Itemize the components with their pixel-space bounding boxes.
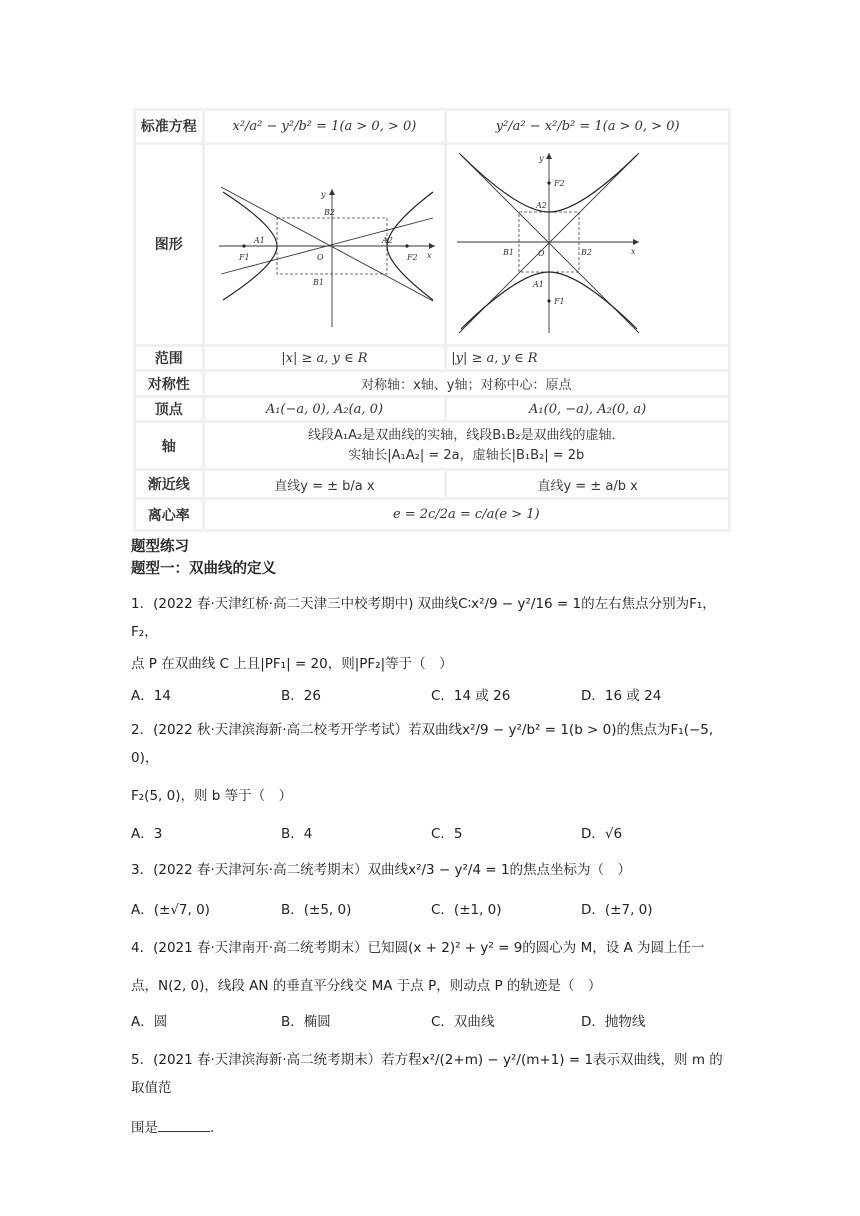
label-o: O xyxy=(317,253,324,263)
label-a1-v: A1 xyxy=(532,280,544,290)
question-5-line-1: 5．(2021 春·天津滨海新·高二统考期末）若方程x²/(2+m) − y²/(m+1) = 1表示双曲线，则 m 的取值范 xyxy=(131,1052,723,1096)
answer-blank[interactable] xyxy=(158,1117,210,1132)
range-vertical: |y| ≥ a, y ∈ R xyxy=(447,347,728,369)
option-b[interactable]: B．26 xyxy=(281,688,321,704)
section-title: 题型练习 xyxy=(131,539,189,555)
label-f1: F1 xyxy=(239,253,251,263)
label-a2-v: A2 xyxy=(535,201,547,211)
question-3-options xyxy=(131,898,731,922)
eccentricity-value: e = 2c/2a = c/a(e > 1) xyxy=(205,500,728,529)
label-f1-v: F1 xyxy=(553,297,565,307)
symmetry-value: 对称轴：x轴、y轴；对称中心：原点 xyxy=(205,372,728,394)
option-d[interactable]: D．(±7, 0) xyxy=(581,902,653,918)
question-2-line-2: F₂(5, 0)，则 b 等于（ ） xyxy=(131,788,293,804)
axis-line-1: 线段A₁A₂是双曲线的实轴，线段B₁B₂是双曲线的虚轴． xyxy=(308,427,625,443)
question-2 xyxy=(131,716,731,846)
horizontal-hyperbola-figure xyxy=(209,147,439,337)
label-y-v: y xyxy=(538,154,544,164)
label-a2: A2 xyxy=(382,236,394,246)
asymptote-horizontal: 直线y = ± b/a x xyxy=(205,471,445,497)
label-a1: A1 xyxy=(254,236,266,246)
option-c[interactable]: C．(±1, 0) xyxy=(431,902,502,918)
option-b[interactable]: B．(±5, 0) xyxy=(281,902,352,918)
exercise-section xyxy=(131,536,731,1142)
label-y: y xyxy=(321,190,326,200)
figure-horizontal xyxy=(205,145,445,345)
row-label-standard-eq: 标准方程 xyxy=(136,111,202,142)
option-a[interactable]: A．圆 xyxy=(131,1014,168,1030)
label-b2: B2 xyxy=(324,208,336,218)
question-5-line-2: 围是 ． xyxy=(131,1114,731,1142)
label-f2: F2 xyxy=(407,253,419,263)
option-b[interactable]: B．椭圆 xyxy=(281,1014,331,1030)
vertex-vertical: A₁(0, −a), A₂(0, a) xyxy=(447,398,728,420)
question-2-line-1: 2．(2022 秋·天津滨海新·高二校考开学考试）若双曲线x²/9 − y²/b² = 1(b > 0)的焦点为F₁(−5, 0)， xyxy=(131,722,714,766)
question-3 xyxy=(131,856,731,922)
question-2-options xyxy=(131,822,731,846)
properties-grid xyxy=(133,108,731,532)
question-1-line-2: 点 P 在双曲线 C 上且|PF₁| = 20，则|PF₂|等于（ ） xyxy=(131,656,453,672)
question-4 xyxy=(131,934,731,1034)
standard-eq-horizontal: x²/a² − y²/b² = 1(a > 0, > 0) xyxy=(205,111,445,142)
option-a[interactable]: A．(±√7, 0) xyxy=(131,902,210,918)
option-b[interactable]: B．4 xyxy=(281,826,313,842)
row-label-eccentricity: 离心率 xyxy=(136,500,202,529)
option-d[interactable]: D．√6 xyxy=(581,826,623,842)
question-5 xyxy=(131,1046,731,1142)
row-label-symmetry: 对称性 xyxy=(136,372,202,394)
option-c[interactable]: C．双曲线 xyxy=(431,1014,495,1030)
option-a[interactable]: A．3 xyxy=(131,826,163,842)
topic-title: 题型一：双曲线的定义 xyxy=(131,561,276,577)
question-3-line-1: 3．(2022 春·天津河东·高二统考期末）双曲线x²/3 − y²/4 = 1的焦点坐标为（ ） xyxy=(131,862,632,878)
label-f2-v: F2 xyxy=(553,179,565,189)
option-c[interactable]: C．5 xyxy=(431,826,463,842)
range-horizontal: |x| ≥ a, y ∈ R xyxy=(205,347,445,369)
label-b2-v: B2 xyxy=(580,248,592,258)
question-1-options xyxy=(131,684,731,708)
option-a[interactable]: A．14 xyxy=(131,688,171,704)
row-label-asymptote: 渐近线 xyxy=(136,471,202,497)
label-o-v: O xyxy=(537,249,545,259)
row-label-axis: 轴 xyxy=(136,423,202,468)
standard-eq-vertical: y²/a² − x²/b² = 1(a > 0, > 0) xyxy=(447,111,728,142)
question-4-options xyxy=(131,1010,731,1034)
row-label-figure: 图形 xyxy=(136,145,202,345)
option-c[interactable]: C．14 或 26 xyxy=(431,688,511,704)
option-d[interactable]: D．抛物线 xyxy=(581,1014,646,1030)
row-label-range: 范围 xyxy=(136,347,202,369)
question-4-line-2: 点，N(2, 0)，线段 AN 的垂直平分线交 MA 于点 P，则动点 P 的轨迹是（ ） xyxy=(131,978,602,994)
figure-vertical xyxy=(447,145,728,345)
label-x: x xyxy=(427,251,432,261)
vertical-hyperbola-figure xyxy=(453,147,723,337)
question-1 xyxy=(131,590,731,708)
label-x-v: x xyxy=(630,247,636,257)
question-1-line-1: 1．(2022 春·天津红桥·高二天津三中校考期中) 双曲线C∶x²/9 − y²/16 = 1的左右焦点分别为F₁，F₂， xyxy=(131,596,716,640)
label-b1-v: B1 xyxy=(502,248,514,258)
label-b1: B1 xyxy=(313,278,325,288)
hyperbola-properties-table xyxy=(133,108,731,532)
option-d[interactable]: D．16 或 24 xyxy=(581,688,662,704)
question-4-line-1: 4．(2021 春·天津南开·高二统考期末）已知圆(x + 2)² + y² = 9的圆心为 M，设 A 为圆上任一 xyxy=(131,940,705,956)
row-label-vertex: 顶点 xyxy=(136,398,202,420)
asymptote-vertical: 直线y = ± a/b x xyxy=(447,471,728,497)
vertex-horizontal: A₁(−a, 0), A₂(a, 0) xyxy=(205,398,445,420)
axis-value xyxy=(205,423,728,468)
axis-line-2: 实轴长|A₁A₂| = 2a，虚轴长|B₁B₂| = 2b xyxy=(348,447,585,463)
